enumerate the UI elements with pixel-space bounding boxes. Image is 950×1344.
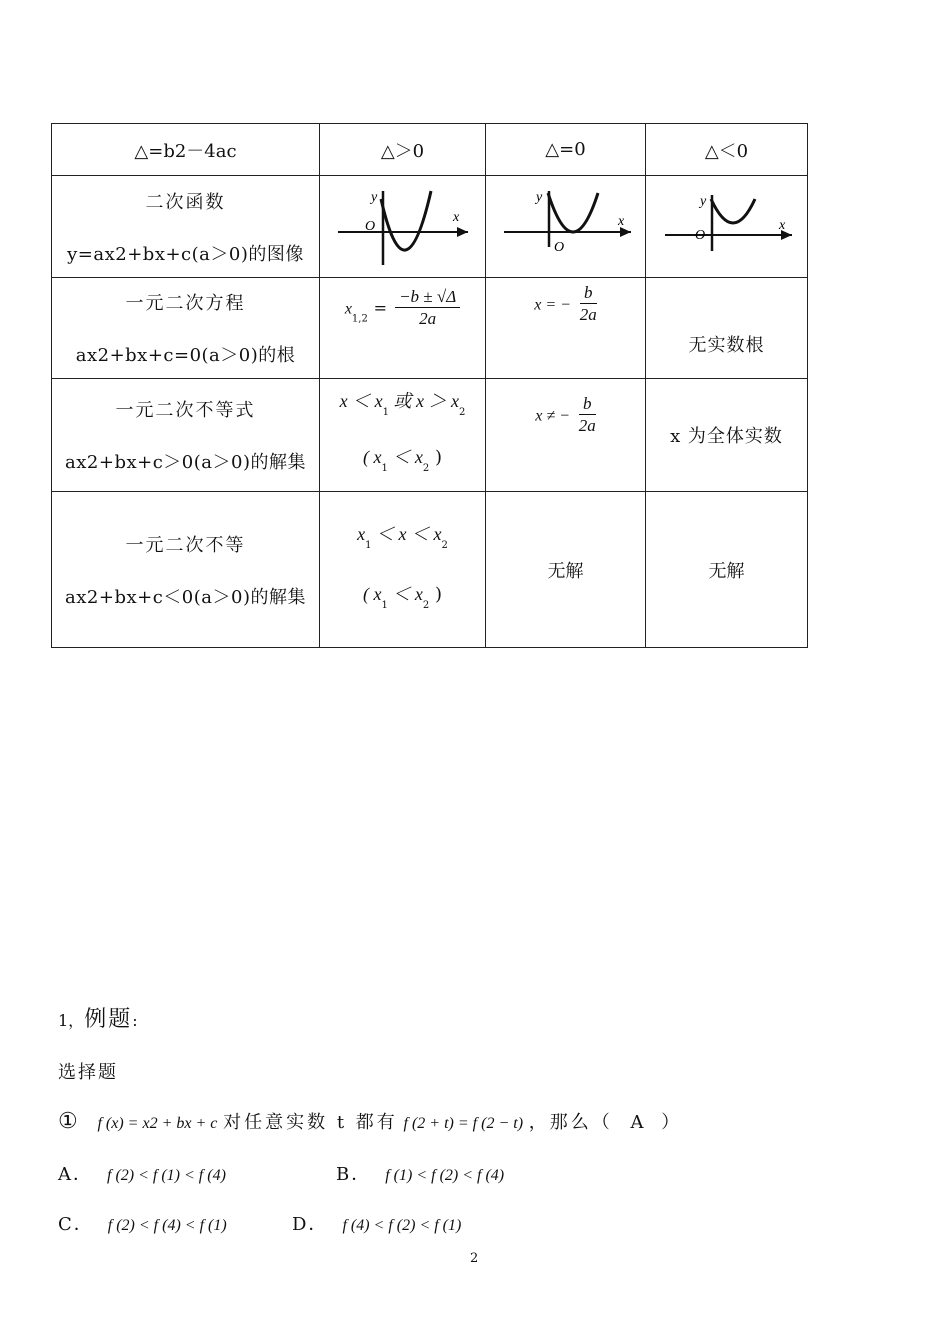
less-solution-line2: ( $x_1 < x_2$ ) — [363, 583, 442, 611]
root-subscript: 1,2 — [351, 313, 368, 324]
row-label-line1: 二次函数 — [145, 191, 226, 213]
y-axis-label: y — [535, 189, 542, 205]
formula-numerator: −b ± √Δ — [395, 287, 460, 308]
origin-label: O — [553, 239, 564, 255]
option-b: B． f (1) < f (2) < f (4) — [336, 1164, 505, 1185]
graph-no-root — [646, 176, 808, 278]
less-solution-line1: $x_1 < x < x_2$ — [357, 523, 448, 551]
row-label-line2: y=ax2+bx+c(a＞0)的图像 — [67, 243, 304, 265]
y-axis-label: y — [370, 189, 377, 205]
question-text-tail: ，那么（ — [528, 1112, 613, 1133]
example-number: 1， — [58, 1011, 85, 1030]
table-header-row — [52, 124, 808, 176]
fraction-numerator: b — [580, 283, 597, 304]
section-label: 选择题 — [58, 1062, 118, 1083]
fraction-denominator: 2a — [579, 304, 597, 324]
row-label-roots — [52, 278, 320, 379]
row-label-line2: ax2+bx+c＞0(a＞0)的解集 — [65, 452, 306, 473]
less-negative-cell — [646, 492, 808, 648]
all-reals-text: x 为全体实数 — [670, 426, 783, 447]
y-axis-label: y — [699, 193, 706, 209]
answer-letter: A — [630, 1112, 644, 1133]
fraction-numerator: b — [579, 394, 596, 415]
example-word: 例题 — [84, 1007, 133, 1032]
answer-bracket-close: ） — [661, 1112, 680, 1133]
greater-solution-cell — [320, 379, 486, 492]
option-d: D． f (4) < f (2) < f (1) — [292, 1214, 462, 1235]
origin-label: O — [694, 227, 705, 243]
table-row-greater — [52, 379, 808, 492]
header-negative: △＜0 — [646, 124, 808, 176]
no-solution-text: 无解 — [708, 560, 745, 582]
not-equal-fraction — [579, 394, 596, 437]
double-root-fraction — [580, 283, 597, 326]
table-row-roots — [52, 278, 808, 379]
question-text: 对任意实数 t 都有 — [223, 1112, 398, 1133]
parabola-two-roots-graph — [333, 187, 473, 267]
x-axis-label: x — [452, 209, 459, 225]
row-label-line1: 一元二次不等式 — [115, 400, 256, 421]
less-solution-cell — [320, 492, 486, 648]
x-axis-label: x — [617, 213, 624, 229]
table-row-graph — [52, 176, 808, 278]
no-real-root-text: 无实数根 — [688, 335, 765, 356]
question-marker: ① — [58, 1109, 78, 1134]
table-row-less — [52, 492, 808, 648]
page-number: 2 — [470, 1251, 479, 1266]
example-heading — [58, 1002, 138, 1033]
not-equal-lhs: x ≠ − — [535, 407, 570, 424]
question-1 — [58, 1108, 679, 1134]
less-zero-cell — [486, 492, 646, 648]
graph-one-root — [486, 176, 646, 278]
parabola-one-root-graph — [496, 187, 636, 267]
symmetry-condition: f (2 + t) = f (2 − t) — [403, 1115, 524, 1132]
root-variable: x — [344, 300, 352, 317]
x-axis-label: x — [778, 217, 785, 233]
row-label-line1: 一元二次不等 — [125, 534, 246, 556]
graph-two-roots — [320, 176, 486, 278]
quadratic-formula-fraction — [395, 287, 460, 330]
double-root-cell — [486, 278, 646, 379]
quadratic-summary-table — [51, 123, 808, 648]
function-definition: f (x) = x2 + bx + c — [97, 1115, 218, 1132]
greater-zero-cell — [486, 379, 646, 492]
row-label-line2: ax2+bx+c＜0(a＞0)的解集 — [65, 586, 306, 608]
no-real-root-cell — [646, 278, 808, 379]
parabola-no-root-graph — [657, 187, 797, 267]
roots-formula-cell: $x_{1,2}$ = $\frac{-b \pm √\Delta}{2a}$ — [320, 278, 486, 379]
row-label-line1: 一元二次方程 — [125, 293, 246, 314]
header-positive: △＞0 — [320, 124, 486, 176]
greater-solution-line1: $x < x_1$ 或 $x > x_2$ — [339, 391, 466, 418]
fraction-denominator: 2a — [578, 415, 596, 435]
row-label-greater — [52, 379, 320, 492]
header-zero: △=0 — [486, 124, 646, 176]
row-label-graph — [52, 176, 320, 278]
greater-solution-line2: ( $x_1 < x_2$ ) — [363, 447, 442, 474]
origin-label: O — [364, 218, 375, 234]
formula-denominator: 2a — [419, 308, 437, 328]
option-a: A． f (2) < f (1) < f (4) — [58, 1164, 226, 1185]
double-root-lhs: x = − — [534, 296, 571, 313]
no-solution-text: 无解 — [547, 560, 584, 582]
row-label-line2: ax2+bx+c=0(a＞0)的根 — [75, 345, 296, 366]
all-reals-cell — [646, 379, 808, 492]
row-label-less — [52, 492, 320, 648]
header-discriminant: △=b2－4ac — [52, 124, 320, 176]
option-c: C． f (2) < f (4) < f (1) — [58, 1214, 227, 1235]
example-colon: : — [132, 1011, 138, 1030]
